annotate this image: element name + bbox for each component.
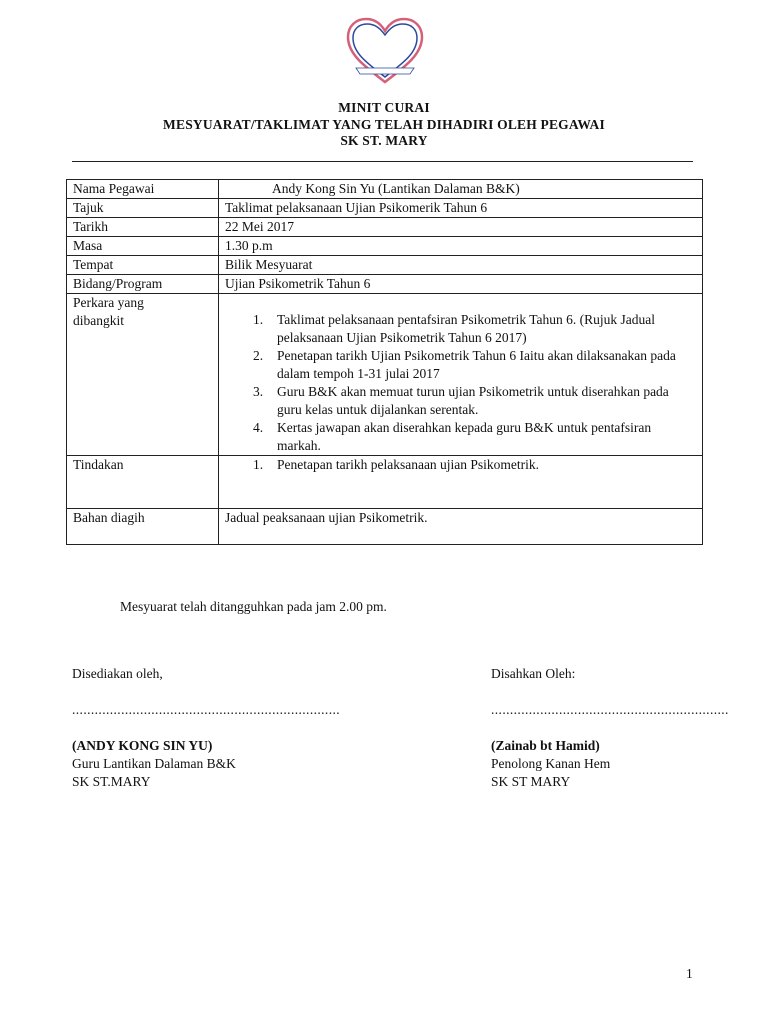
prepared-by-block — [72, 665, 372, 791]
list-item-number: 2. — [253, 348, 264, 363]
approved-org: SK ST MARY — [491, 774, 571, 789]
minutes-title: MINIT CURAI — [338, 100, 430, 115]
action-label: Tindakan — [67, 456, 219, 509]
list-item-text: Taklimat pelaksanaan pentafsiran Psikometrik Tahun 6. (Rujuk Jadual pelaksanaan Ujian Psikometrik Tahun 6 2017) — [277, 312, 656, 345]
table-row-action — [67, 456, 703, 509]
prepared-by-label: Disediakan oleh, — [72, 666, 163, 681]
approved-by-label: Disahkan Oleh: — [491, 666, 576, 681]
page-number: 1 — [686, 966, 693, 981]
list-item-number: 3. — [253, 384, 264, 399]
meeting-title: MESYUARAT/TAKLIMAT YANG TELAH DIHADIRI OLEH PEGAWAI — [163, 117, 605, 132]
table-row-date — [67, 218, 703, 237]
list-item — [225, 456, 696, 474]
list-item-text: Kertas jawapan akan diserahkan kepada guru B&K untuk pentafsiran markah. — [277, 420, 652, 453]
matters-label-line-1: Perkara yang — [73, 295, 144, 310]
topic-label: Tajuk — [67, 199, 219, 218]
list-item-text: Guru B&K akan memuat turun ujian Psikometrik untuk diserahkan pada guru kelas untuk dijalankan serentak. — [277, 384, 669, 417]
matters-list — [225, 294, 696, 455]
matters-value — [219, 294, 703, 456]
table-row-place — [67, 256, 703, 275]
list-item-number: 4. — [253, 420, 264, 435]
prepared-signature-line: ....................................................................... — [72, 702, 341, 717]
prepared-name: (ANDY KONG SIN YU) — [72, 738, 213, 753]
topic-value: Taklimat pelaksanaan Ujian Psikomerik Tahun 6 — [219, 199, 703, 218]
table-row-material — [67, 509, 703, 545]
table-row-topic — [67, 199, 703, 218]
school-name-title: SK ST. MARY — [340, 133, 428, 148]
list-item-text: Penetapan tarikh Ujian Psikometrik Tahun 6 Iaitu akan dilaksanakan pada dalam tempoh 1-31 julai 2017 — [277, 348, 676, 381]
list-item — [225, 311, 696, 347]
table-row-matters — [67, 294, 703, 456]
approved-name: (Zainab bt Hamid) — [491, 738, 600, 753]
adjournment-note: Mesyuarat telah ditangguhkan pada jam 2.00 pm. — [120, 599, 387, 614]
list-item — [225, 347, 696, 383]
approved-by-block — [491, 665, 731, 791]
officer-label: Nama Pegawai — [67, 180, 219, 199]
approved-role: Penolong Kanan Hem — [491, 756, 611, 771]
minutes-table — [66, 179, 703, 545]
place-value: Bilik Mesyuarat — [219, 256, 703, 275]
time-value: 1.30 p.m — [219, 237, 703, 256]
time-label: Masa — [67, 237, 219, 256]
date-value: 22 Mei 2017 — [219, 218, 703, 237]
material-value: Jadual peaksanaan ujian Psikometrik. — [219, 509, 703, 545]
approved-signature-line: ............................................................... — [491, 702, 729, 717]
list-item-number: 1. — [253, 457, 264, 472]
list-item — [225, 419, 696, 455]
matters-label-line-2: dibangkit — [73, 313, 124, 328]
prepared-org: SK ST.MARY — [72, 774, 151, 789]
list-item — [225, 383, 696, 419]
action-list — [225, 456, 696, 474]
table-row-field — [67, 275, 703, 294]
table-row-officer — [67, 180, 703, 199]
field-label: Bidang/Program — [67, 275, 219, 294]
school-logo — [344, 16, 426, 86]
field-value: Ujian Psikometrik Tahun 6 — [219, 275, 703, 294]
list-item-text: Penetapan tarikh pelaksanaan ujian Psikometrik. — [277, 457, 540, 472]
heart-logo-icon — [344, 16, 426, 86]
matters-label — [67, 294, 219, 456]
table-row-time — [67, 237, 703, 256]
prepared-role: Guru Lantikan Dalaman B&K — [72, 756, 236, 771]
officer-value: Andy Kong Sin Yu (Lantikan Dalaman B&K) — [219, 180, 703, 199]
action-value — [219, 456, 703, 509]
header-divider — [72, 161, 693, 162]
date-label: Tarikh — [67, 218, 219, 237]
material-label: Bahan diagih — [67, 509, 219, 545]
list-item-number: 1. — [253, 312, 264, 327]
place-label: Tempat — [67, 256, 219, 275]
